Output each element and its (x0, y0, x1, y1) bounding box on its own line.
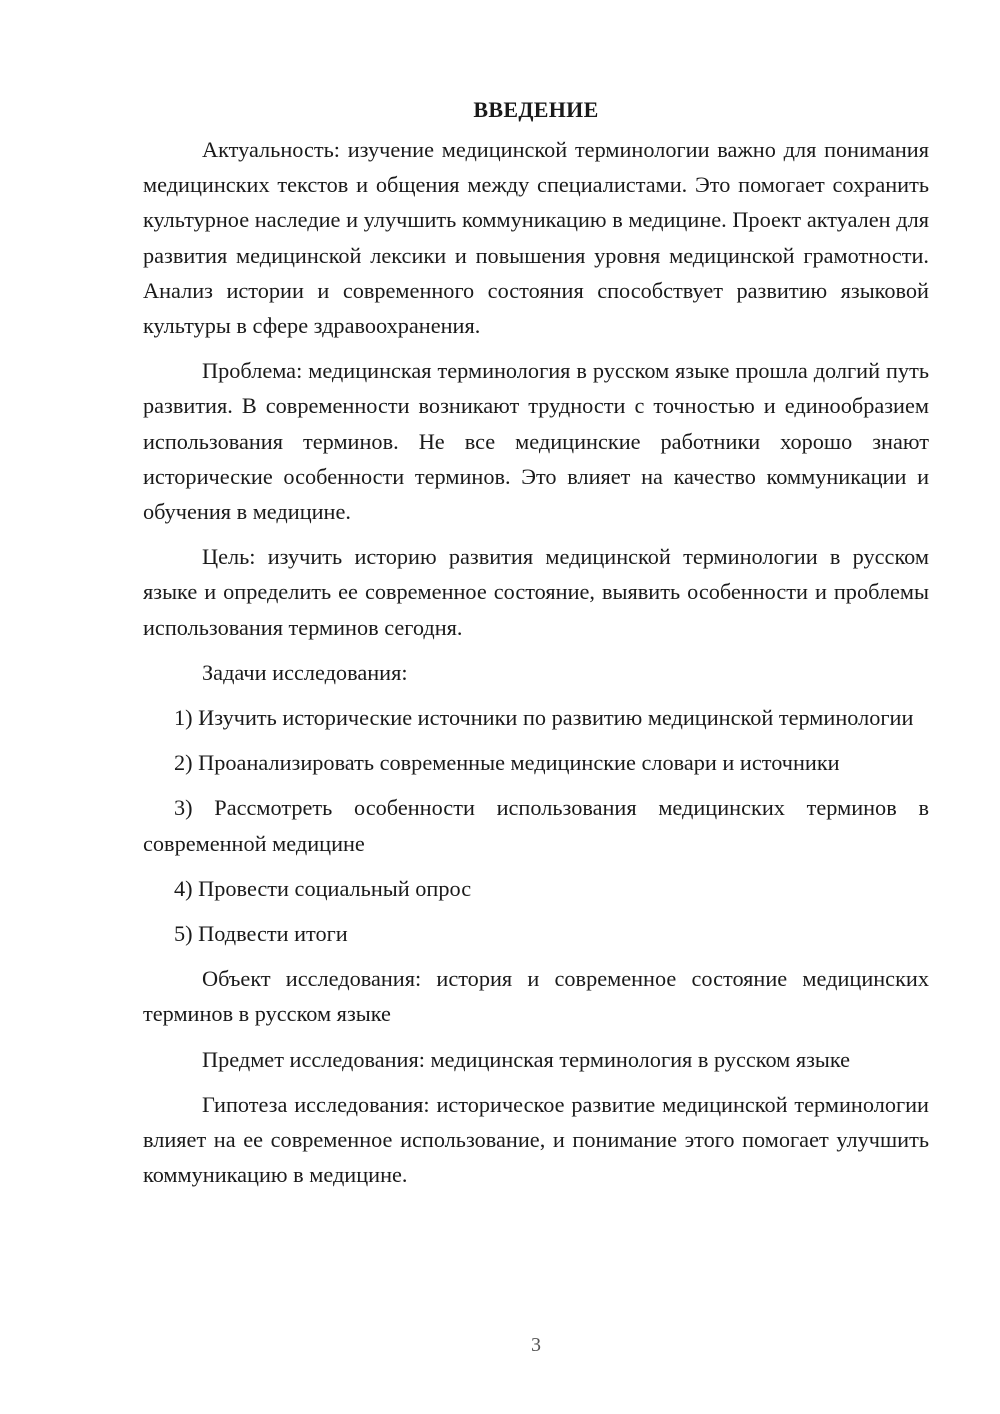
task-item-4: 4) Провести социальный опрос (174, 875, 472, 901)
document-page (143, 92, 929, 1202)
paragraph-relevance: Актуальность: изучение медицинской терминологии важно для понимания медицинских текстов и общения между специалистами. Это помогает сохранить культурное наследие и улучшить коммуникацию в медицине. Проект актуален для развития медицинской лексики и повышения уровня медицинской грамотности. Анализ истории и современного состояния способствует развитию языковой культуры в сфере здравоохранения. (143, 137, 929, 339)
paragraph-goal: Цель: изучить историю развития медицинской терминологии в русском языке и определить ее современное состояние, выявить особенности и проблемы использования терминов сегодня. (143, 544, 929, 640)
paragraph-tasks-heading: Задачи исследования: (202, 659, 408, 685)
paragraph-hypothesis: Гипотеза исследования: историческое развитие медицинской терминологии влияет на ее современное использование, и понимание этого помогает улучшить коммуникацию в медицине. (143, 1091, 929, 1188)
paragraph-problem: Проблема: медицинская терминология в русском языке прошла долгий путь развития. В современности возникают трудности с точностью и единообразием использования терминов. Не все медицинские работники хорошо знают исторические особенности терминов. Это влияет на качество коммуникации и обучения в медицине. (143, 358, 929, 525)
task-item-5: 5) Подвести итоги (174, 921, 348, 947)
task-item-1: 1) Изучить исторические источники по развитию медицинской терминологии (174, 705, 914, 731)
page-number: 3 (531, 1334, 541, 1356)
paragraph-object: Объект исследования: история и современное состояние медицинских терминов в русском языке (143, 966, 929, 1027)
task-item-3: 3) Рассмотреть особенности использования медицинских терминов в современной медицине (143, 795, 929, 856)
task-item-2: 2) Проанализировать современные медицинские словари и источники (174, 750, 840, 776)
section-title: ВВЕДЕНИЕ (473, 97, 599, 122)
paragraph-subject: Предмет исследования: медицинская терминология в русском языке (202, 1046, 851, 1072)
